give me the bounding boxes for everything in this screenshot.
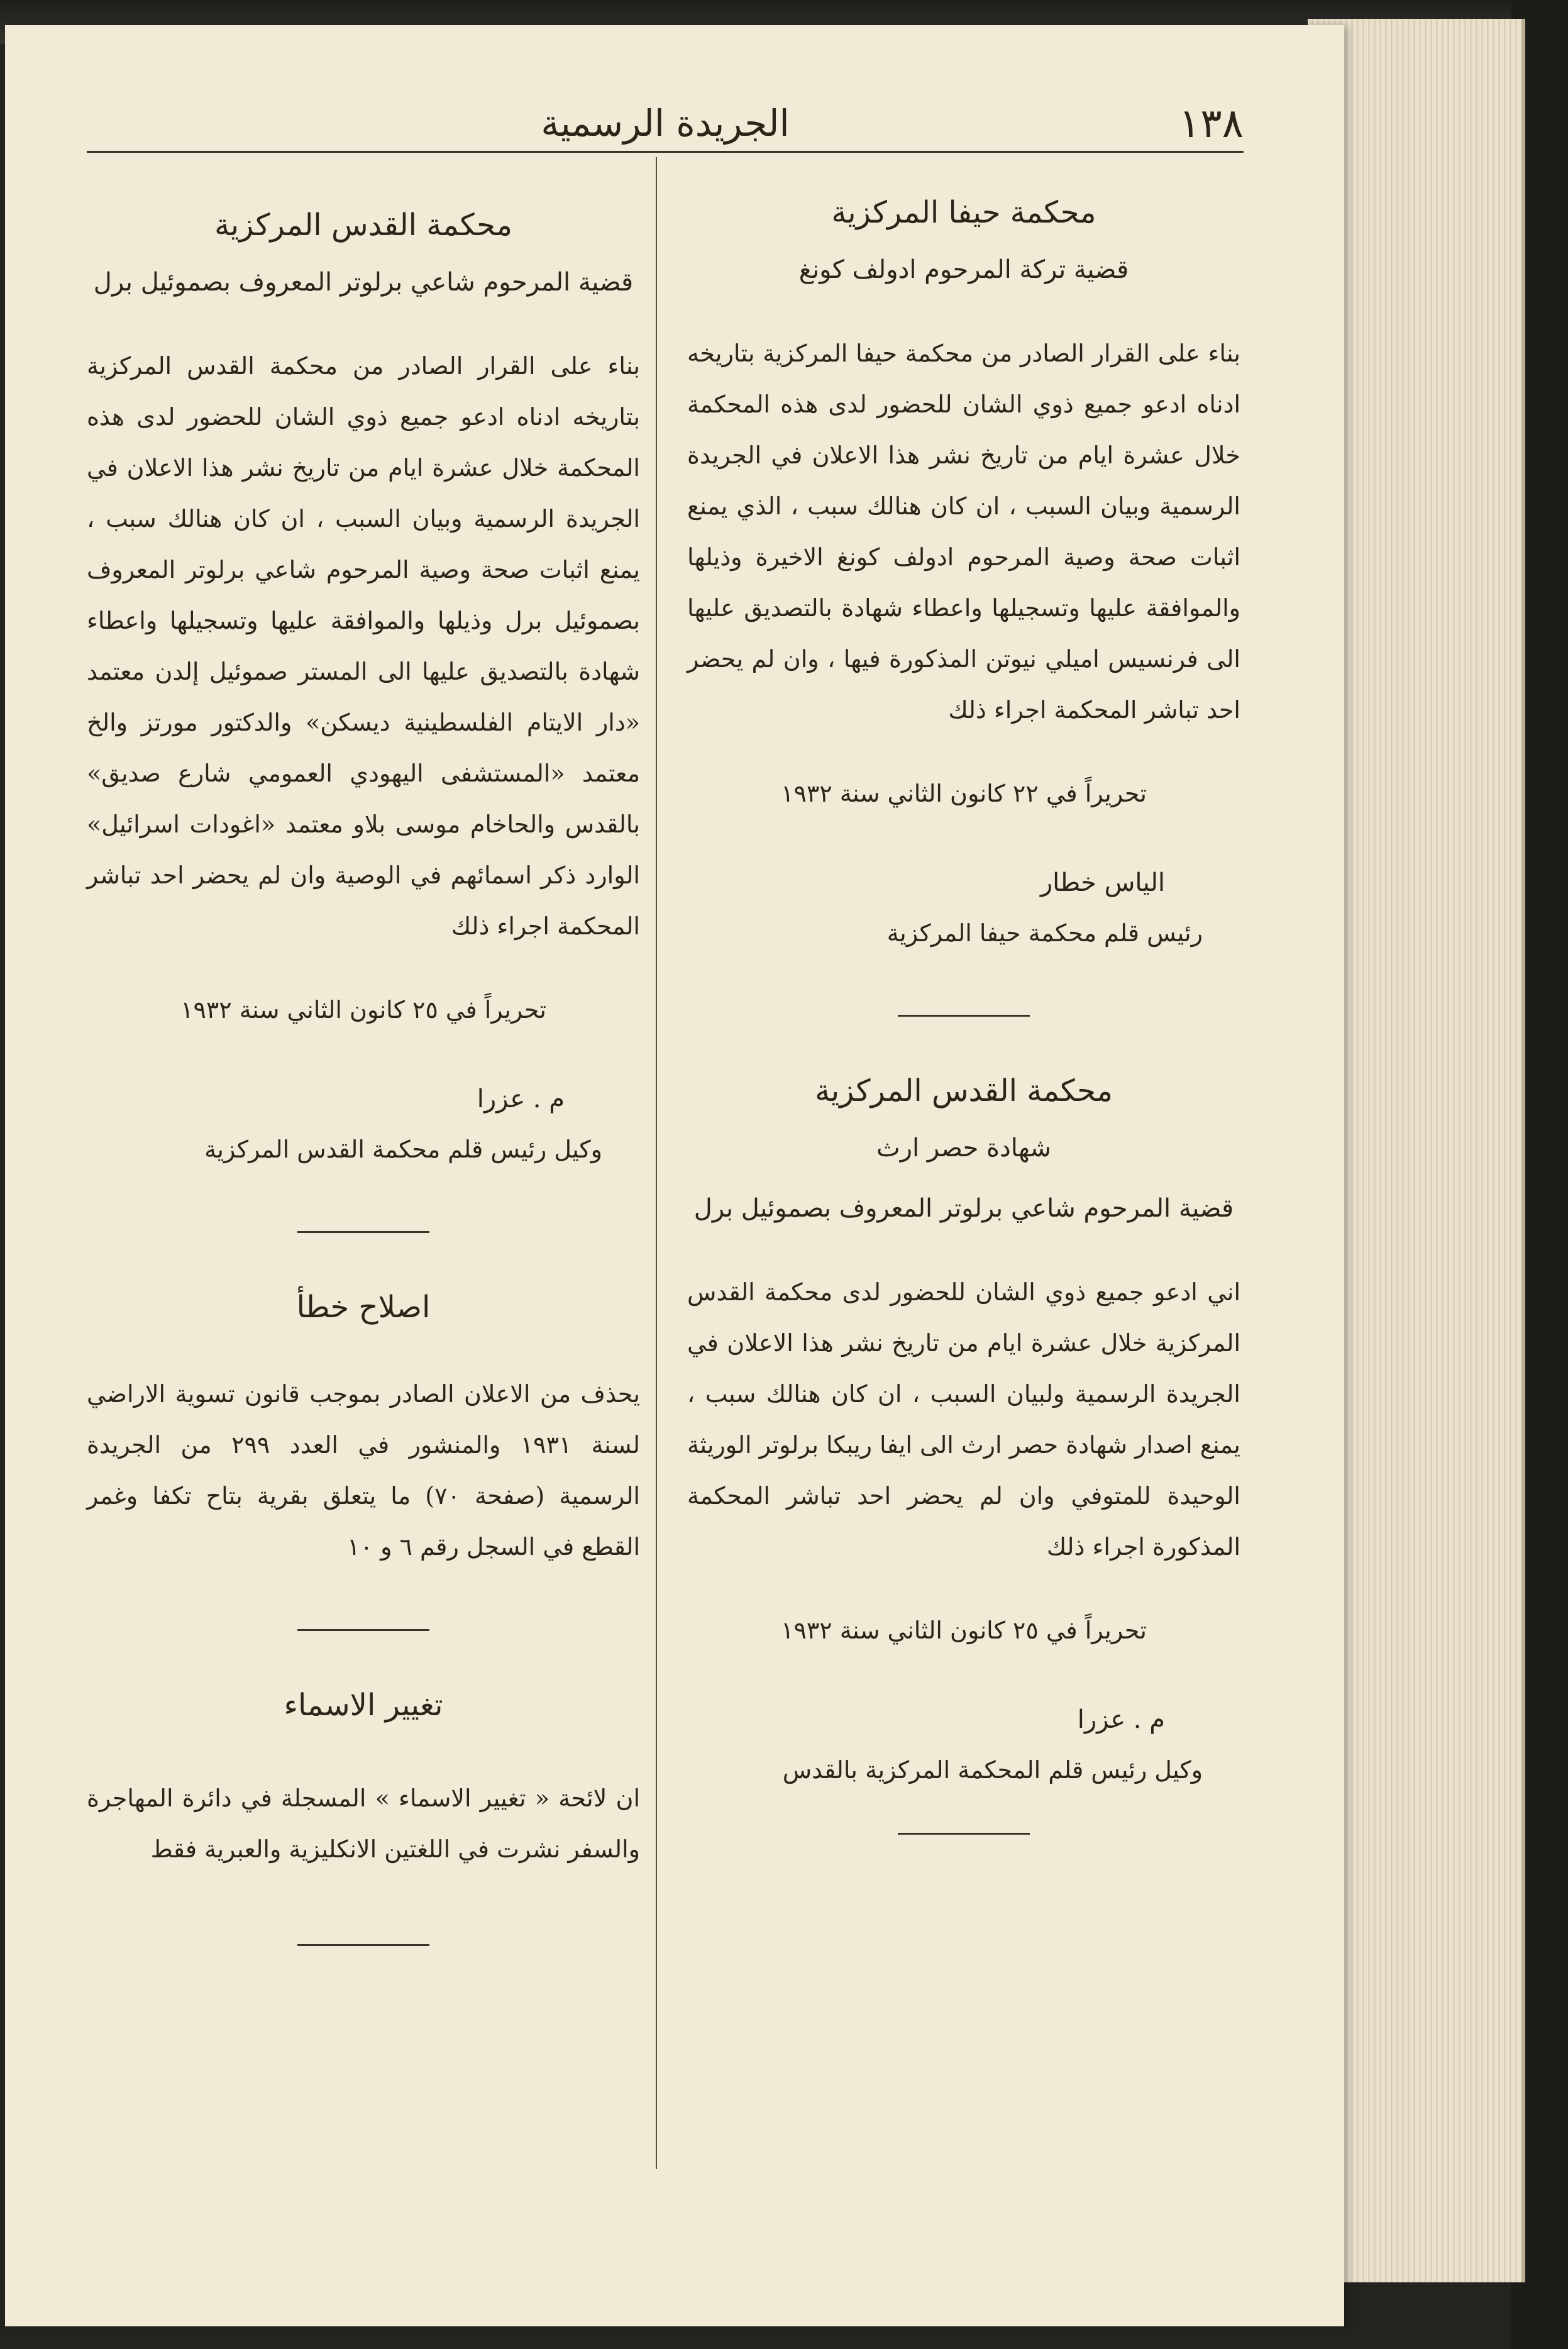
notice-subject: شهادة حصر ارث bbox=[876, 1134, 1051, 1163]
notice-body: بناء على القرار الصادر من محكمة القدس المركزية بتاريخه ادناه ادعو جميع ذوي الشان للحضور لدى هذه المحكمة خلال عشرة ايام من تاريخ نشر هذا الاعلان في الجريدة الرسمية وبيان السبب ، ان كان هنالك سبب ، يمنع اثبات صحة وصية المرحوم شاعي برلوتر المعروف بصموئيل برل وذيلها والموافقة عليها وتسجيلها واعطاء شهادة بالتصديق عليها الى المستر صموئيل إلدن معتمد «دار الايتام الفلسطينية ديسكن» والدكتور مورتز والخ معتمد «المستشفى اليهودي العمومي شارع صديق» بالقدس والحاخام موسى بلاو معتمد «اغودات اسرائيل» الوارد ذكر اسمائهم في الوصية وان لم يحضر احد تباشر المحكمة اجراء ذلك bbox=[87, 352, 640, 940]
notice-haifa-kong bbox=[687, 195, 1240, 958]
notice-body: ان لائحة « تغيير الاسماء » المسجلة في دائرة المهاجرة والسفر نشرت في اللغتين الانكليزية والعبرية فقط bbox=[87, 1784, 640, 1863]
page-header bbox=[87, 88, 1244, 157]
notice-court-heading: محكمة حيفا المركزية bbox=[831, 195, 1096, 230]
section-separator bbox=[297, 1231, 429, 1233]
notice-signatory-title: رئيس قلم محكمة حيفا المركزية bbox=[886, 919, 1203, 947]
notice-case-title: قضية المرحوم شاعي برلوتر المعروف بصموئيل برل bbox=[93, 268, 634, 297]
notice-heading: تغيير الاسماء bbox=[284, 1688, 443, 1723]
notice-name-change bbox=[87, 1688, 640, 1875]
notice-date: تحريراً في ٢٥ كانون الثاني سنة ١٩٣٢ bbox=[781, 1617, 1147, 1644]
section-separator bbox=[898, 1015, 1030, 1017]
section-separator bbox=[297, 1944, 429, 1946]
notice-body: بناء على القرار الصادر من محكمة حيفا المركزية بتاريخه ادناه ادعو جميع ذوي الشان للحضور لدى هذه المحكمة خلال عشرة ايام من تاريخ نشر هذا الاعلان في الجريدة الرسمية وبيان السبب ، ان كان هنالك سبب ، الذي يمنع اثبات صحة وصية المرحوم ادولف كونغ الاخيرة وذيلها والموافقة عليها وتسجيلها واعطاء شهادة بالتصديق عليها الى فرنسيس اميلي نيوتن المذكورة فيها ، وان لم يحضر احد تباشر المحكمة اجراء ذلك bbox=[687, 340, 1240, 724]
right-column bbox=[687, 170, 1240, 1891]
notice-body: يحذف من الاعلان الصادر بموجب قانون تسوية الاراضي لسنة ١٩٣١ والمنشور في العدد ٢٩٩ من الجريدة الرسمية (صفحة ٧٠) ما يتعلق بقرية بتاح تكفا وغمر القطع في السجل رقم ٦ و ١٠ bbox=[87, 1380, 640, 1561]
notice-signatory: الياس خطار bbox=[1040, 868, 1165, 897]
section-separator bbox=[297, 1629, 429, 1631]
notice-case-title: قضية المرحوم شاعي برلوتر المعروف بصموئيل برل bbox=[693, 1194, 1234, 1223]
section-separator bbox=[898, 1833, 1030, 1835]
page-number: ١٣٨ bbox=[1178, 101, 1244, 147]
header-rule bbox=[87, 151, 1244, 153]
notice-court-heading: محكمة القدس المركزية bbox=[815, 1073, 1113, 1108]
column-divider bbox=[656, 157, 657, 2169]
notice-case-title: قضية تركة المرحوم ادولف كونغ bbox=[798, 255, 1129, 284]
gazette-page bbox=[5, 25, 1344, 2326]
notice-signatory: م . عزرا bbox=[477, 1085, 565, 1114]
notice-jerusalem-inheritance bbox=[687, 1073, 1240, 1795]
left-column bbox=[87, 170, 640, 2003]
gazette-title: الجريدة الرسمية bbox=[541, 102, 790, 145]
notice-heading: اصلاح خطأ bbox=[296, 1290, 431, 1325]
notice-signatory-title: وكيل رئيس قلم محكمة القدس المركزية bbox=[204, 1136, 602, 1163]
notice-body: اني ادعو جميع ذوي الشان للحضور لدى محكمة القدس المركزية خلال عشرة ايام من تاريخ نشر هذا الاعلان في الجريدة الرسمية ولبيان السبب ، ان كان هنالك سبب ، يمنع اصدار شهادة حصر ارث الى ايفا ريبكا برلوتر الوريثة الوحيدة للمتوفي وان لم يحضر احد تباشر المحكمة المذكورة اجراء ذلك bbox=[687, 1278, 1240, 1561]
notice-date: تحريراً في ٢٥ كانون الثاني سنة ١٩٣٢ bbox=[180, 996, 546, 1024]
notice-jerusalem-will bbox=[87, 207, 640, 1174]
notice-signatory-title: وكيل رئيس قلم المحكمة المركزية بالقدس bbox=[782, 1756, 1203, 1784]
notice-correction bbox=[87, 1290, 640, 1572]
notice-signatory: م . عزرا bbox=[1077, 1705, 1165, 1734]
notice-court-heading: محكمة القدس المركزية bbox=[214, 207, 512, 243]
notice-date: تحريراً في ٢٢ كانون الثاني سنة ١٩٣٢ bbox=[781, 780, 1147, 807]
